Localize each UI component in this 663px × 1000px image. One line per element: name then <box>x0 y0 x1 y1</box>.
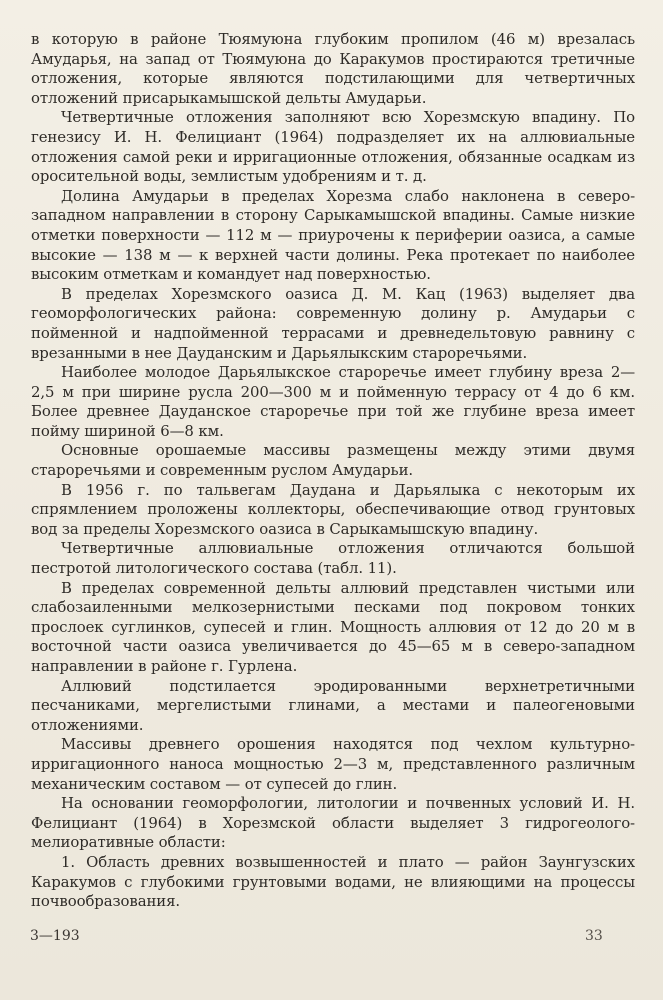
paragraph-3: Долина Амударьи в пределах Хорезма слабо наклонена в северо-западном направлении в сторону Сарыкамышской впадины. Самые низкие отметки поверхности — 112 м — приурочены к периферии оазиса, а самые высокие — 138 м — к верхней части долины. Река протекает по наиболее высоким отметкам и командует над поверхностью. <box>31 186 635 284</box>
paragraph-4: В пределах Хорезмского оазиса Д. М. Кац (1963) выделяет два геоморфологических района: современную долину р. Амударьи с пойменной и надпойменной террасами и древнедельтовую равнину с врезанными в нее Дауданским и Дарьялыкским староречьями. <box>31 284 635 362</box>
paragraph-12: На основании геоморфологии, литологии и почвенных условий И. Н. Фелициант (1964) в Хорезмской области выделяет 3 гидрогеолого-мелиоративные области: <box>31 794 635 852</box>
paragraph-11: Массивы древнего орошения находятся под чехлом культурно-ирригационного наноса мощностью 2—3 м, представленного различным механическим составом — от супесей до глин. <box>31 735 635 793</box>
paragraph-2: Четвертичные отложения заполняют всю Хорезмскую впадину. По генезису И. Н. Фелициант (1964) подразделяет их на аллювиальные отложения самой реки и ирригационные отложения, обязанные осадкам из оросительной воды, землистым удобрениям и т. д. <box>31 108 635 186</box>
paragraph-10: Аллювий подстилается эродированными верхнетретичными песчаниками, мергелистыми глинами, а местами и палеогеновыми отложениями. <box>31 676 635 734</box>
paragraph-5: Наиболее молодое Дарьялыкское староречье имеет глубину вреза 2—2,5 м при ширине русла 200—300 м и пойменную террасу от 4 до 6 км. Более древнее Дауданское староречье при той же глубине вреза имеет пойму шириной 6—8 км. <box>31 363 635 440</box>
paragraph-8: Четвертичные аллювиальные отложения отличаются большой пестротой литологического состава (табл. 11). <box>31 539 635 578</box>
body-text <box>31 30 635 912</box>
paragraph-1: в которую в районе Тюямуюна глубоким пропилом (46 м) врезалась Амударья, на запад от Тюямуюна до Каракумов простираются третичные отложения, которые являются подстилающими для четвертичных отложений присарыкамышской дельты Амударьи. <box>31 30 635 107</box>
printer-signature: 3—193 <box>30 928 80 944</box>
page-number: 33 <box>585 928 603 944</box>
paragraph-7: В 1956 г. по тальвегам Даудана и Дарьялыка с некоторым их спрямлением проложены коллекторы, обеспечивающие отвод грунтовых вод за пределы Хорезмского оазиса в Сарыкамышскую впадину. <box>31 480 635 538</box>
paragraph-6: Основные орошаемые массивы размещены между этими двумя староречьями и современным руслом Амударьи. <box>31 441 635 480</box>
paragraph-9: В пределах современной дельты аллювий представлен чистыми или слабозаиленными мелкозернистыми песками под покровом тонких прослоек суглинков, супесей и глин. Мощность аллювия от 12 до 20 м в восточной части оазиса увеличивается до 45—65 м в северо-западном направлении в районе г. Гурлена. <box>31 578 635 675</box>
paragraph-13: 1. Область древних возвышенностей и плато — район Заунгузских Каракумов с глубокими грунтовыми водами, не влияющими на процессы почвообразования. <box>31 852 635 911</box>
